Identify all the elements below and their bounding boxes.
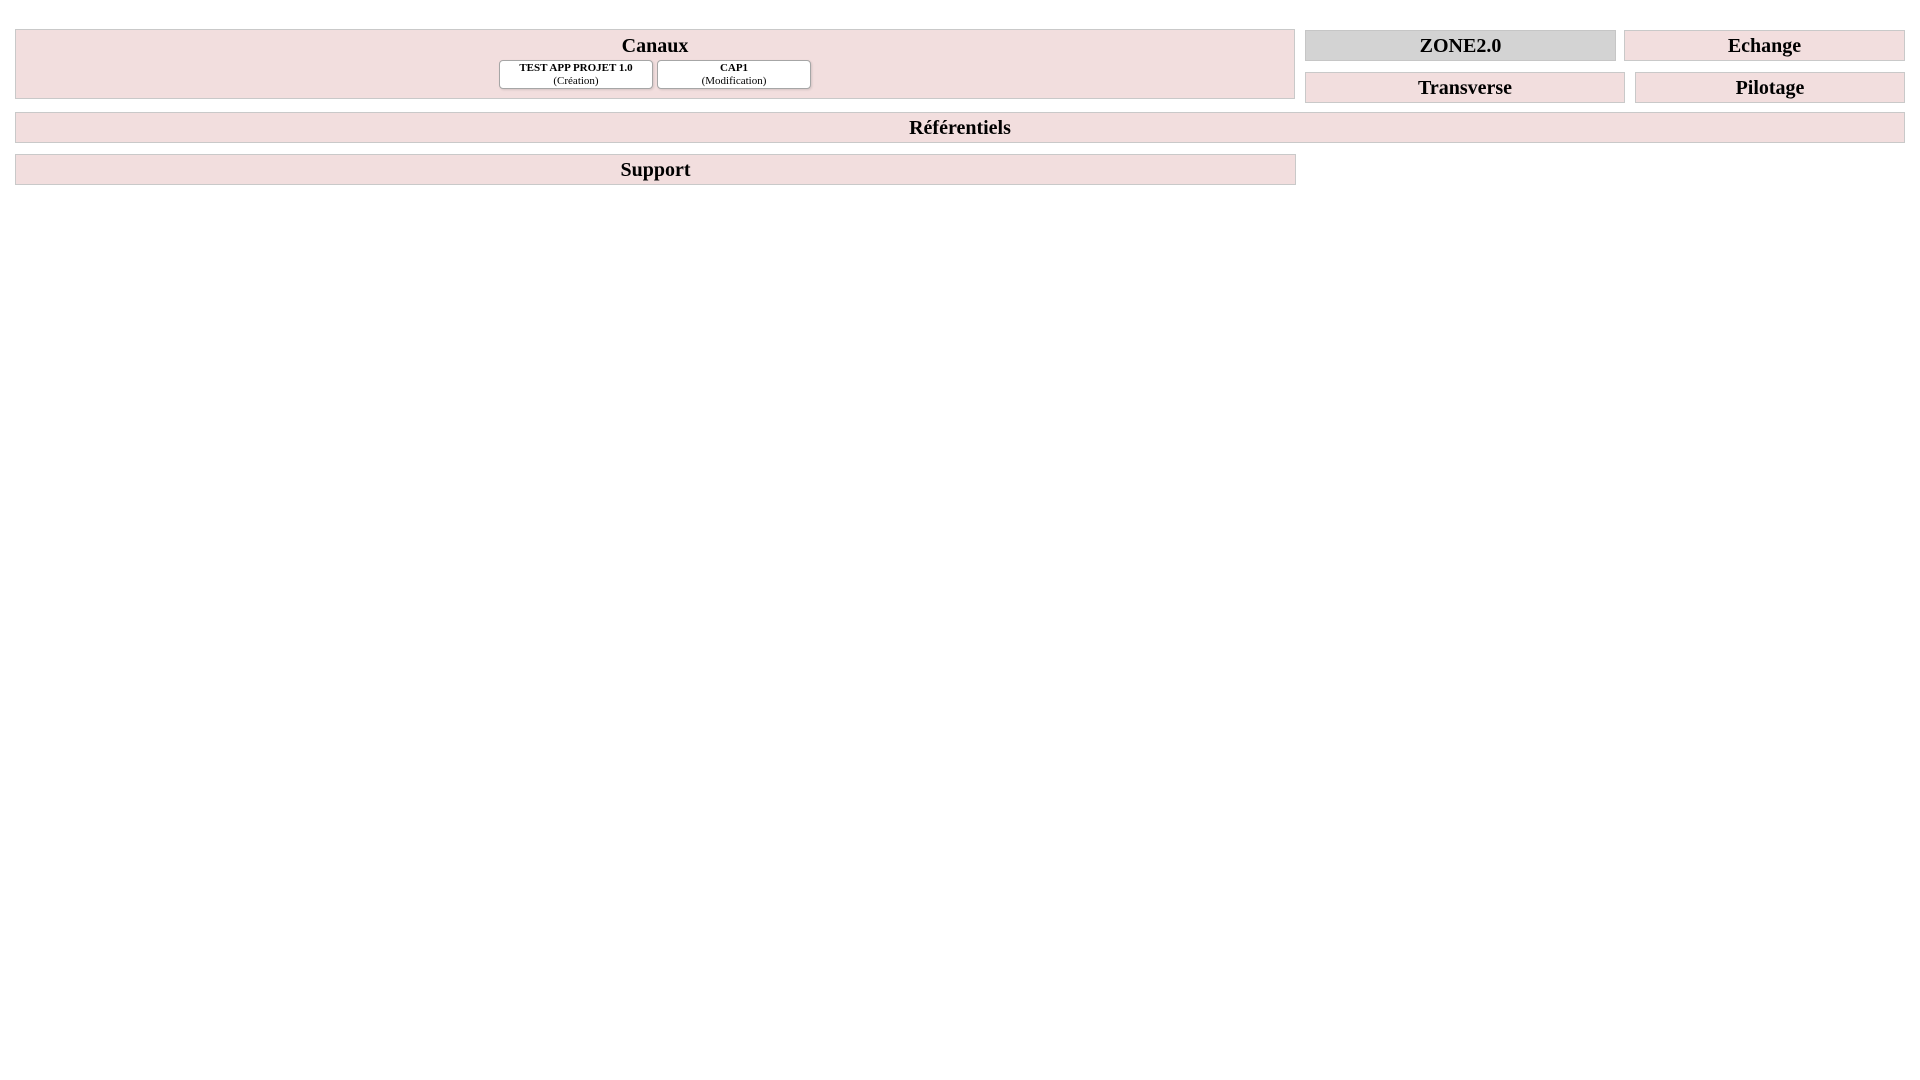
zone-canaux-title: Canaux [621,35,689,57]
zone-pilotage-title: Pilotage [1735,76,1805,99]
canaux-app-row [16,60,1294,89]
app-status: (Création) [553,74,599,87]
zone-support[interactable] [15,154,1296,185]
app-box-test-app-projet[interactable] [499,60,653,89]
zone-echange-title: Echange [1727,34,1802,57]
app-name: TEST APP PROJET 1.0 [519,61,633,74]
zone-referentiels-title: Référentiels [909,116,1011,139]
zone-transverse-title: Transverse [1417,76,1513,99]
zone-zone2[interactable] [1305,30,1616,61]
zone-referentiels[interactable] [15,112,1905,143]
app-box-cap1[interactable] [657,60,811,89]
zone-canaux[interactable] [15,29,1295,99]
zone-support-title: Support [620,158,691,181]
zone-transverse[interactable] [1305,72,1625,103]
zone-echange[interactable] [1624,30,1905,61]
app-name: CAP1 [719,61,749,74]
app-status: (Modification) [701,74,767,87]
zone-pilotage[interactable] [1635,72,1905,103]
zone-zone2-title: ZONE2.0 [1419,34,1502,57]
